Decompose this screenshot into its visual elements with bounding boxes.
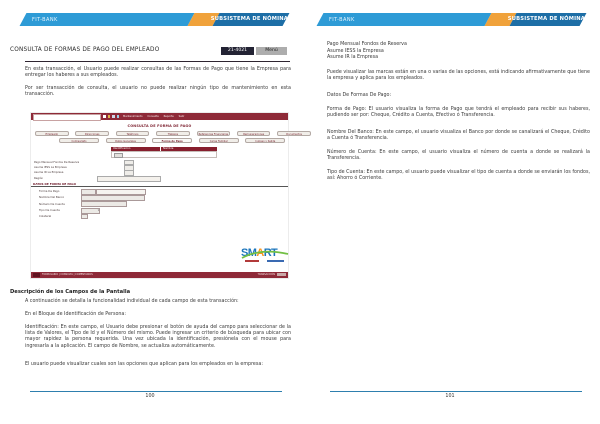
section-divider: [31, 186, 288, 187]
option-checkbox: [124, 170, 134, 175]
option-line: Asume IESS la Empresa: [327, 48, 384, 54]
forma-de-pago-field: [81, 189, 96, 195]
body-paragraph: Puede visualizar las marcas están en una o varias de las opciones, está indicando afirmativamente que tiene la empresa y aplica para los empleados.: [327, 70, 590, 82]
smart-logo: [241, 247, 289, 264]
option-label: Asume IESS La Empresa: [34, 165, 67, 170]
body-paragraph: Número de Cuenta: En este campo, el usuario visualiza el número de cuenta a donde se realizará la Transferencia.: [327, 150, 590, 162]
right-footer-line: [330, 391, 582, 392]
title-rule: [25, 61, 290, 63]
menu-badge: Menú: [256, 47, 287, 55]
tab: Remuneraciones: [237, 131, 271, 137]
tab: Ingreso y Salida: [245, 138, 285, 144]
app-section-title: DATOS DE FORMA DE PAGO: [33, 182, 76, 186]
logo-subtext-bar: [245, 260, 259, 261]
embedded-app-screenshot: [30, 112, 302, 279]
colateral-checkbox: [81, 214, 88, 220]
tab: Comisariato: [59, 138, 99, 144]
field-label: Nombre Del Banco: [39, 195, 65, 200]
app-menu-items: [123, 115, 188, 118]
app-status-bar: [31, 272, 288, 279]
brand-logo-text: FIT-BANK: [32, 16, 58, 23]
body-paragraph: Identificación: En este campo, el Usuario debe presionar el botón de ayuda del campo para seleccionar de la lista de Valores, el Tipo de Id y el Número del mismo. Puede ingresar un criterio de búsqueda para ubicar con mayor rapidez la persona requerida. Una vez ubicada la identificación, presiónela con el mouse para ingresarla a la aplicación. El campo de Nombre, se actualiza automáticamente.: [25, 325, 291, 349]
intro-paragraph: Por ser transacción de consulta, el usuario no puede realizar ningún tipo de mantenimiento en esta transacción.: [25, 86, 291, 98]
menu-item: Salir: [178, 115, 185, 118]
body-paragraph: En el Bloque de Identificación de Persona:: [25, 312, 126, 317]
tab: Documentos: [277, 131, 311, 137]
option-line: Pago Mensual Fondos de Reserva: [327, 42, 407, 47]
field-label: Tipo De Cuenta: [39, 207, 60, 212]
left-page-header-banner: [18, 13, 290, 26]
app-screen-title: CONSULTA DE FORMA DE PAGO: [127, 123, 192, 128]
app-top-menubar: [31, 113, 288, 120]
help-icon: [117, 115, 120, 118]
logo-subtext-bar: [267, 260, 284, 261]
forma-de-pago-desc-field: [96, 189, 146, 195]
tab: Trabajos: [156, 131, 190, 137]
brand-logo-text: FIT-BANK: [329, 16, 355, 23]
table-header-identificacion: Identificación: [111, 147, 161, 152]
subsystem-title: SUBSISTEMA DE NÓMINA: [507, 16, 585, 23]
lookup-help-button: [114, 153, 123, 158]
menu-item: Mantenimiento: [123, 115, 143, 118]
tab: Datos Generales: [106, 138, 146, 144]
favorites-icon: [108, 115, 111, 118]
right-page-header-banner: [315, 13, 587, 26]
option-label: Asume IR La Empresa: [34, 170, 64, 175]
home-icon: [103, 115, 106, 118]
tab: Direcciones: [75, 131, 109, 137]
menu-item: Reporte: [163, 115, 174, 118]
intro-paragraph: En esta transacción, el Usuario puede realizar consultas de las Formas de Pago que tiene la Empresa para entregar los haberes a sus empleados.: [25, 67, 291, 79]
status-left-text: FORMULARIO | CONSULTA | COMENTARIOS: [42, 273, 93, 277]
body-paragraph: A continuación se detalla la funcionalidad individual de cada campo de esta transacción:: [25, 299, 239, 304]
field-label: Número De Cuenta: [39, 201, 65, 206]
body-paragraph: Tipo de Cuenta: En este campo, el usuario puede visualizar el tipo de cuenta a donde se enviarán los fondos, así: Ahorro ó Corriente.: [327, 170, 590, 182]
field-label: Colateral: [39, 214, 52, 219]
tab: Carga Familiar: [199, 138, 239, 144]
left-footer-line: [30, 391, 282, 392]
nombre-banco-field: [81, 195, 145, 201]
left-page-number: 100: [145, 394, 155, 399]
table-row: [111, 151, 217, 158]
table-header-nombre: Nombre: [161, 147, 217, 152]
option-line: Asume IR la Empresa: [327, 55, 379, 60]
body-paragraph: Forma de Pago: El usuario visualiza la forma de Pago que tendrá el empleado para recibir sus haberes, pudiendo ser por: Cheque, Crédito a Cuenta, Efectivo ó Transferencia.: [327, 107, 590, 119]
region-input: [97, 176, 161, 182]
chevron-down-icon: ▾: [97, 208, 99, 212]
fields-description-heading: Descripción de los Campos de la Pantalla: [10, 289, 131, 295]
status-square-icon: [33, 273, 40, 277]
tab: Referencias Financieras: [198, 132, 229, 136]
status-value-box: [277, 273, 286, 277]
option-label: Región: [34, 176, 44, 180]
option-label: Pago Mensual Fondos De Reserva: [34, 160, 80, 164]
page-title: CONSULTA DE FORMAS DE PAGO DEL EMPLEADO: [10, 47, 160, 53]
tab: Teléfonos: [116, 131, 150, 137]
status-right-text: TRANSACCIÓN: [257, 273, 275, 277]
tab-forma-de-pago-active: Forma de Pago: [152, 138, 192, 144]
identification-table: [111, 147, 217, 159]
numero-cuenta-field: [81, 201, 127, 207]
body-paragraph: Nombre Del Banco: En este campo, el usuario visualiza el Banco por donde se canalizará el Cheque, Crédito a Cuenta ó Transferencia.: [327, 130, 590, 142]
smart-logo-text: SMART: [241, 247, 278, 259]
body-paragraph: Datos De Formas De Pago:: [327, 93, 392, 98]
app-address-input: [33, 114, 101, 120]
menu-item: Consulta: [147, 115, 159, 118]
transaction-code-badge: 21-4021: [221, 47, 254, 55]
field-label: Forma De Pago: [39, 189, 60, 193]
tab: Empleado: [35, 131, 69, 137]
body-paragraph: El usuario puede visualizar cuales son las opciones que aplican para los empleados en la empresa:: [25, 362, 263, 367]
right-page-number: 101: [445, 394, 455, 399]
tipo-cuenta-select: [81, 208, 100, 214]
print-icon: [112, 115, 115, 118]
subsystem-title: SUBSISTEMA DE NÓMINA: [210, 16, 288, 23]
